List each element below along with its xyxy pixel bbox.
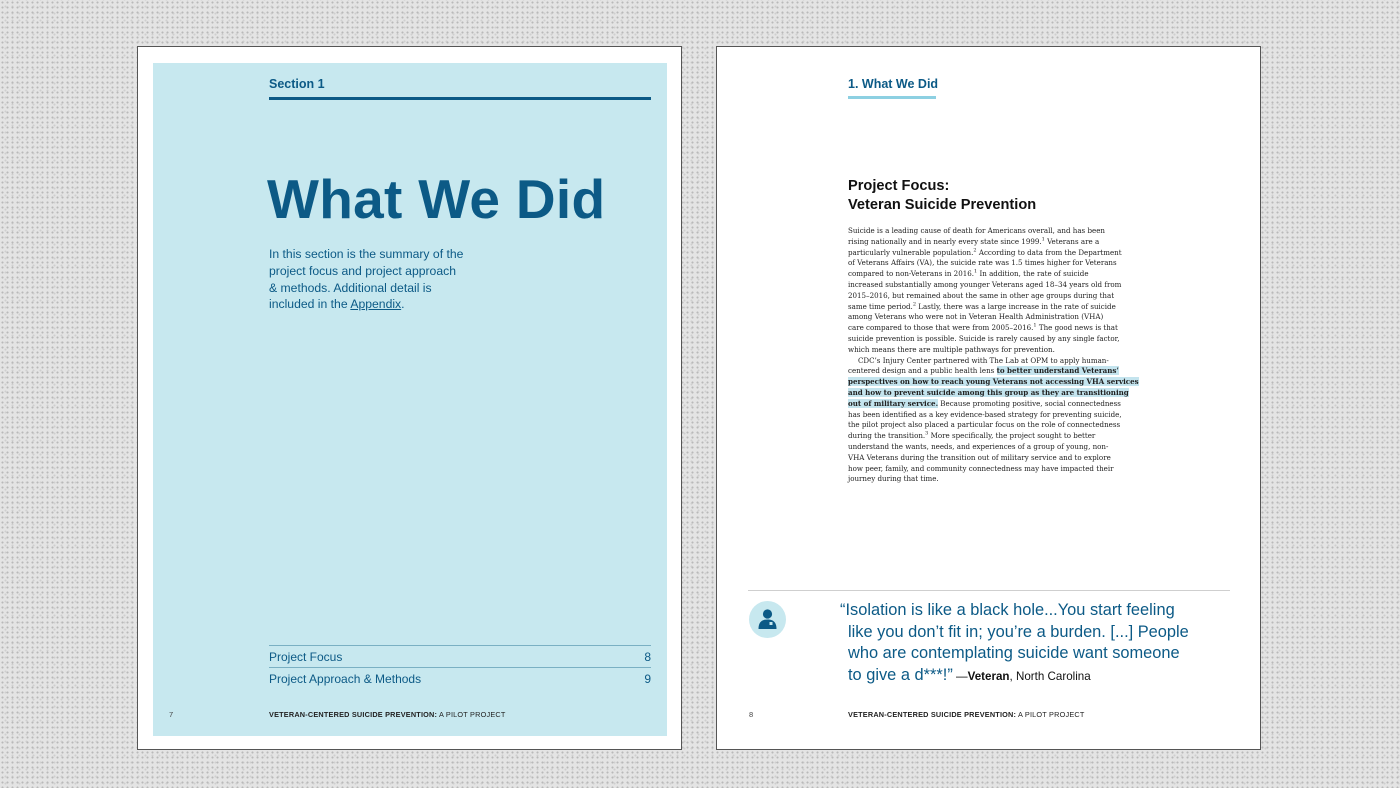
breadcrumb: 1. What We Did [848, 77, 939, 91]
body-line: journey during that time. [848, 474, 939, 484]
person-icon [749, 601, 786, 638]
page-number: 8 [749, 710, 754, 719]
body-line [848, 399, 1138, 410]
body-line: among Veterans who were not in Veteran Health Administration (VHA) [848, 312, 1104, 322]
footnote-ref: 1 [1033, 322, 1037, 329]
body-line [848, 323, 1138, 334]
body-line: of Veterans Affairs (VA), the suicide rate was 1.5 times higher for Veterans [848, 258, 1117, 268]
right-page [716, 46, 1261, 750]
body-line: how peer, family, and community connectedness may have impacted their [848, 463, 1114, 473]
highlighted-text: to better understand Veterans’ [996, 366, 1119, 376]
section-cover-panel [153, 63, 667, 736]
left-page [137, 46, 682, 750]
body-line: CDC’s Injury Center partnered with The Lab at OPM to apply human- [858, 355, 1109, 365]
intro-line: project focus and project approach [269, 263, 456, 278]
intro-suffix: . [401, 297, 405, 312]
highlighted-text: perspectives on how to reach young Veterans not accessing VHA services [848, 377, 1139, 387]
body-fragment: Lastly, there was a large increase in the rate of suicide [916, 301, 1116, 311]
body-line: has been identified as a key evidence-based strategy for preventing suicide, [848, 409, 1122, 419]
quote-line [840, 665, 1189, 688]
footnote-ref: 1 [974, 268, 978, 275]
body-fragment: care compared to those that were from 2005–2016. [848, 323, 1034, 333]
body-line: understand the wants, needs, and experiences of a group of young, non- [848, 441, 1109, 451]
intro-text [269, 246, 489, 313]
quote-line: like you don’t fit in; you’re a burden. [...] People [848, 622, 1189, 641]
table-of-contents [269, 645, 651, 688]
footer-bold: VETERAN-CENTERED SUICIDE PREVENTION: [848, 710, 1017, 719]
footer-bold: VETERAN-CENTERED SUICIDE PREVENTION: [269, 710, 438, 719]
page-footer [848, 710, 1085, 719]
body-line [848, 248, 1138, 259]
body-fragment: More specifically, the project sought to better [928, 431, 1096, 441]
page-number: 7 [169, 710, 174, 719]
section-rule [269, 97, 651, 100]
attribution-dash: — [952, 669, 968, 683]
quote-line: “Isolation is like a black hole...You start feeling [840, 601, 1175, 619]
footnote-ref: 2 [912, 301, 917, 308]
body-fragment: Because promoting positive, social connectedness [938, 398, 1121, 408]
appendix-link[interactable]: Appendix [350, 297, 402, 312]
body-text [848, 226, 1138, 485]
toc-page: 8 [644, 650, 651, 665]
body-line [848, 388, 1138, 399]
quote-line: who are contemplating suicide want someone [848, 644, 1180, 662]
footnote-ref: 3 [925, 430, 929, 437]
body-fragment: In addition, the rate of suicide [977, 269, 1089, 279]
toc-item-project-approach[interactable] [269, 667, 651, 689]
heading-line: Veteran Suicide Prevention [848, 196, 1037, 213]
intro-prefix: included in the [269, 297, 351, 312]
toc-label: Project Approach & Methods [269, 671, 422, 686]
body-line: which means there are multiple pathways for prevention. [848, 344, 1055, 354]
body-fragment: rising nationally and in nearly every state since 1999. [848, 236, 1042, 246]
body-fragment: Veterans are a [1044, 236, 1100, 246]
footnote-ref: 2 [973, 247, 977, 254]
intro-line-last [269, 296, 489, 313]
body-line: suicide prevention is possible. Suicide is rarely caused by any single factor, [848, 333, 1120, 343]
body-line: 2015–2016, but remained about the same in other age groups during that [848, 290, 1115, 300]
body-line [848, 237, 1138, 248]
body-fragment: same time period. [848, 301, 913, 311]
person-icon-glyph [757, 608, 778, 630]
intro-line: In this section is the summary of the [269, 247, 464, 261]
body-fragment: The good news is that [1036, 323, 1118, 333]
body-line: the pilot project also placed a particular focus on the role of connectedness [848, 420, 1121, 430]
toc-label: Project Focus [269, 650, 343, 665]
page-footer [269, 710, 506, 719]
quote-attribution [953, 670, 1091, 683]
body-line [848, 377, 1138, 388]
breadcrumb-rule [848, 96, 936, 99]
highlighted-text: out of military service. [848, 398, 939, 408]
body-line: increased substantially among younger Veterans aged 18–34 years old from [848, 279, 1122, 289]
toc-page: 9 [644, 671, 651, 686]
body-line [848, 302, 1138, 313]
quote-end: to give a d***!” [848, 665, 953, 684]
heading-line: Project Focus: [848, 178, 950, 194]
highlighted-text: and how to prevent suicide among this group as they are transitioning [848, 387, 1129, 397]
body-line: VHA Veterans during the transition out of military service and to explore [848, 452, 1111, 462]
body-line [848, 269, 1138, 280]
quote-divider [748, 590, 1230, 591]
body-line [848, 431, 1138, 442]
footer-rest: A PILOT PROJECT [1016, 710, 1085, 719]
body-fragment: particularly vulnerable population. [848, 247, 974, 257]
page-title: What We Did [267, 168, 606, 230]
section-heading [848, 177, 1036, 214]
footer-rest: A PILOT PROJECT [437, 710, 506, 719]
body-fragment: during the transition. [848, 431, 926, 441]
toc-item-project-focus[interactable] [269, 645, 651, 667]
body-line [848, 366, 1138, 377]
attribution-name: Veteran [967, 669, 1010, 683]
footnote-ref: 1 [1041, 236, 1045, 243]
body-line: Suicide is a leading cause of death for Americans overall, and has been [848, 226, 1105, 235]
section-label: Section 1 [269, 77, 325, 91]
body-fragment: According to data from the Department [976, 247, 1122, 257]
body-fragment: compared to non-Veterans in 2016. [848, 269, 974, 279]
attribution-place: , North Carolina [1009, 669, 1091, 683]
body-fragment: centered design and a public health lens [848, 366, 997, 376]
pull-quote [840, 600, 1189, 687]
intro-line: & methods. Additional detail is [269, 280, 432, 295]
